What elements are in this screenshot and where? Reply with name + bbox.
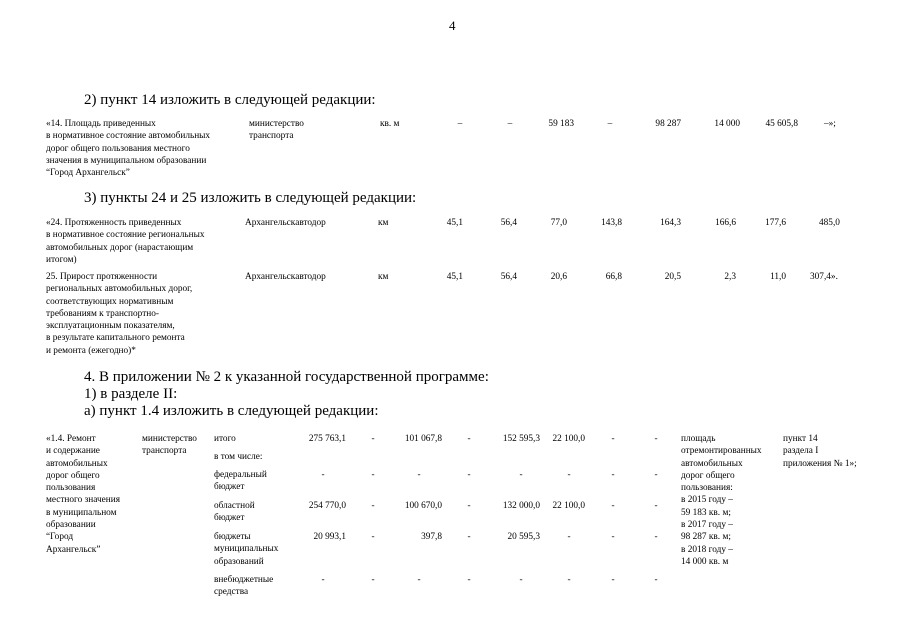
regional-col-3: 100 670,0: [404, 501, 442, 511]
extrabudgetary-col-1: -: [321, 575, 325, 585]
funding-label-regional: областной бюджет: [214, 501, 255, 524]
row14-unit: кв. м: [380, 119, 400, 129]
row24-name: «24. Протяженность приведенных в нормативное состояние региональных автомобильных дорог (нарастающим итогом): [46, 218, 205, 265]
row14-value-6: 14 000: [714, 119, 740, 129]
table2-reference: пункт 14 раздела I приложения № 1»;: [783, 434, 857, 469]
total-col-3: 101 067,8: [404, 434, 442, 444]
row24-value-4: 143,8: [601, 218, 622, 228]
row24-executor: Архангельскавтодор: [245, 218, 326, 228]
row24-unit: км: [378, 218, 389, 228]
federal-col-7: -: [611, 470, 615, 480]
funding-label-federal: федеральный бюджет: [214, 470, 267, 493]
municipal-col-4: -: [467, 532, 471, 542]
total-col-7: -: [611, 434, 615, 444]
row14-value-7: 45 605,8: [765, 119, 798, 129]
table2-name: «1.4. Ремонт и содержание автомобильных дорог общего пользования местного значения в муниципальном образовании “Город Архангельск”: [46, 434, 121, 555]
municipal-col-7: -: [611, 532, 615, 542]
funding-label-including: в том числе:: [214, 452, 263, 462]
row14-value-8: –»;: [824, 119, 836, 129]
extrabudgetary-col-7: -: [611, 575, 615, 585]
regional-col-8: -: [654, 501, 658, 511]
row25-value-8: 307,4».: [810, 272, 838, 282]
federal-col-4: -: [467, 470, 471, 480]
total-col-8: -: [654, 434, 658, 444]
heading-items-24-25: 3) пункты 24 и 25 изложить в следующей редакции:: [84, 190, 417, 206]
regional-col-7: -: [611, 501, 615, 511]
federal-col-6: -: [567, 470, 571, 480]
row14-value-1: –: [457, 119, 463, 129]
row25-value-3: 20,6: [550, 272, 567, 282]
row24-value-5: 164,3: [660, 218, 681, 228]
total-col-2: -: [371, 434, 375, 444]
extrabudgetary-col-8: -: [654, 575, 658, 585]
funding-label-total: итого: [214, 434, 236, 444]
row14-name: «14. Площадь приведенных в нормативное состояние автомобильных дорог общего пользования местного значения в муниципальном образовании “Город Архангельск”: [46, 119, 211, 179]
row24-value-3: 77,0: [550, 218, 567, 228]
federal-col-8: -: [654, 470, 658, 480]
extrabudgetary-col-5: -: [519, 575, 523, 585]
federal-col-3: -: [417, 470, 421, 480]
municipal-col-6: -: [567, 532, 571, 542]
row25-unit: км: [378, 272, 389, 282]
row14-executor: министерство транспорта: [249, 119, 304, 142]
row14-value-3: 59 183: [548, 119, 574, 129]
regional-col-2: -: [371, 501, 375, 511]
row25-value-1: 45,1: [446, 272, 463, 282]
row25-executor: Архангельскавтодор: [245, 272, 326, 282]
extrabudgetary-col-4: -: [467, 575, 471, 585]
heading-item-1-4: а) пункт 1.4 изложить в следующей редакции:: [84, 403, 379, 419]
total-col-1: 275 763,1: [308, 434, 346, 444]
row24-value-1: 45,1: [446, 218, 463, 228]
municipal-col-3: 397,8: [421, 532, 442, 542]
row24-value-7: 177,6: [765, 218, 786, 228]
heading-appendix-2: 4. В приложении № 2 к указанной государственной программе:: [84, 369, 489, 385]
row25-value-4: 66,8: [605, 272, 622, 282]
row14-value-2: –: [507, 119, 513, 129]
row25-value-2: 56,4: [500, 272, 517, 282]
federal-col-2: -: [371, 470, 375, 480]
funding-label-municipal: бюджеты муниципальных образований: [214, 532, 279, 567]
row25-value-5: 20,5: [664, 272, 681, 282]
regional-col-6: 22 100,0: [552, 501, 585, 511]
page-number: 4: [449, 18, 456, 33]
total-col-5: 152 595,3: [502, 434, 540, 444]
row25-name: 25. Прирост протяженности региональных автомобильных дорог, соответствующих нормативным требованиям к транспортно- эксплуатационным показателям, в результате капитального ремонта и ремонта (ежегодно)*: [46, 272, 193, 356]
row24-value-6: 166,6: [715, 218, 736, 228]
row25-value-7: 11,0: [770, 272, 786, 282]
municipal-col-8: -: [654, 532, 658, 542]
heading-item-14: 2) пункт 14 изложить в следующей редакции:: [84, 92, 376, 108]
municipal-col-1: 20 993,1: [313, 532, 346, 542]
federal-col-1: -: [321, 470, 325, 480]
extrabudgetary-col-6: -: [567, 575, 571, 585]
row25-value-6: 2,3: [724, 272, 736, 282]
regional-col-4: -: [467, 501, 471, 511]
heading-section-2: 1) в разделе II:: [84, 386, 178, 402]
table2-executor: министерство транспорта: [142, 434, 197, 457]
regional-col-1: 254 770,0: [308, 501, 346, 511]
table2-indicator: площадь отремонтированных автомобильных дорог общего пользования: в 2015 году – 59 183 кв. м; в 2017 году – 98 287 кв. м; в 2018 году – 14 000 кв. м: [681, 434, 762, 567]
total-col-4: -: [467, 434, 471, 444]
row24-value-8: 485,0: [819, 218, 840, 228]
row14-value-5: 98 287: [655, 119, 681, 129]
regional-col-5: 132 000,0: [502, 501, 540, 511]
row14-value-4: –: [607, 119, 613, 129]
municipal-col-2: -: [371, 532, 375, 542]
extrabudgetary-col-3: -: [417, 575, 421, 585]
federal-col-5: -: [519, 470, 523, 480]
total-col-6: 22 100,0: [552, 434, 585, 444]
municipal-col-5: 20 595,3: [507, 532, 540, 542]
funding-label-extrabudgetary: внебюджетные средства: [214, 575, 274, 598]
extrabudgetary-col-2: -: [371, 575, 375, 585]
row24-value-2: 56,4: [500, 218, 517, 228]
